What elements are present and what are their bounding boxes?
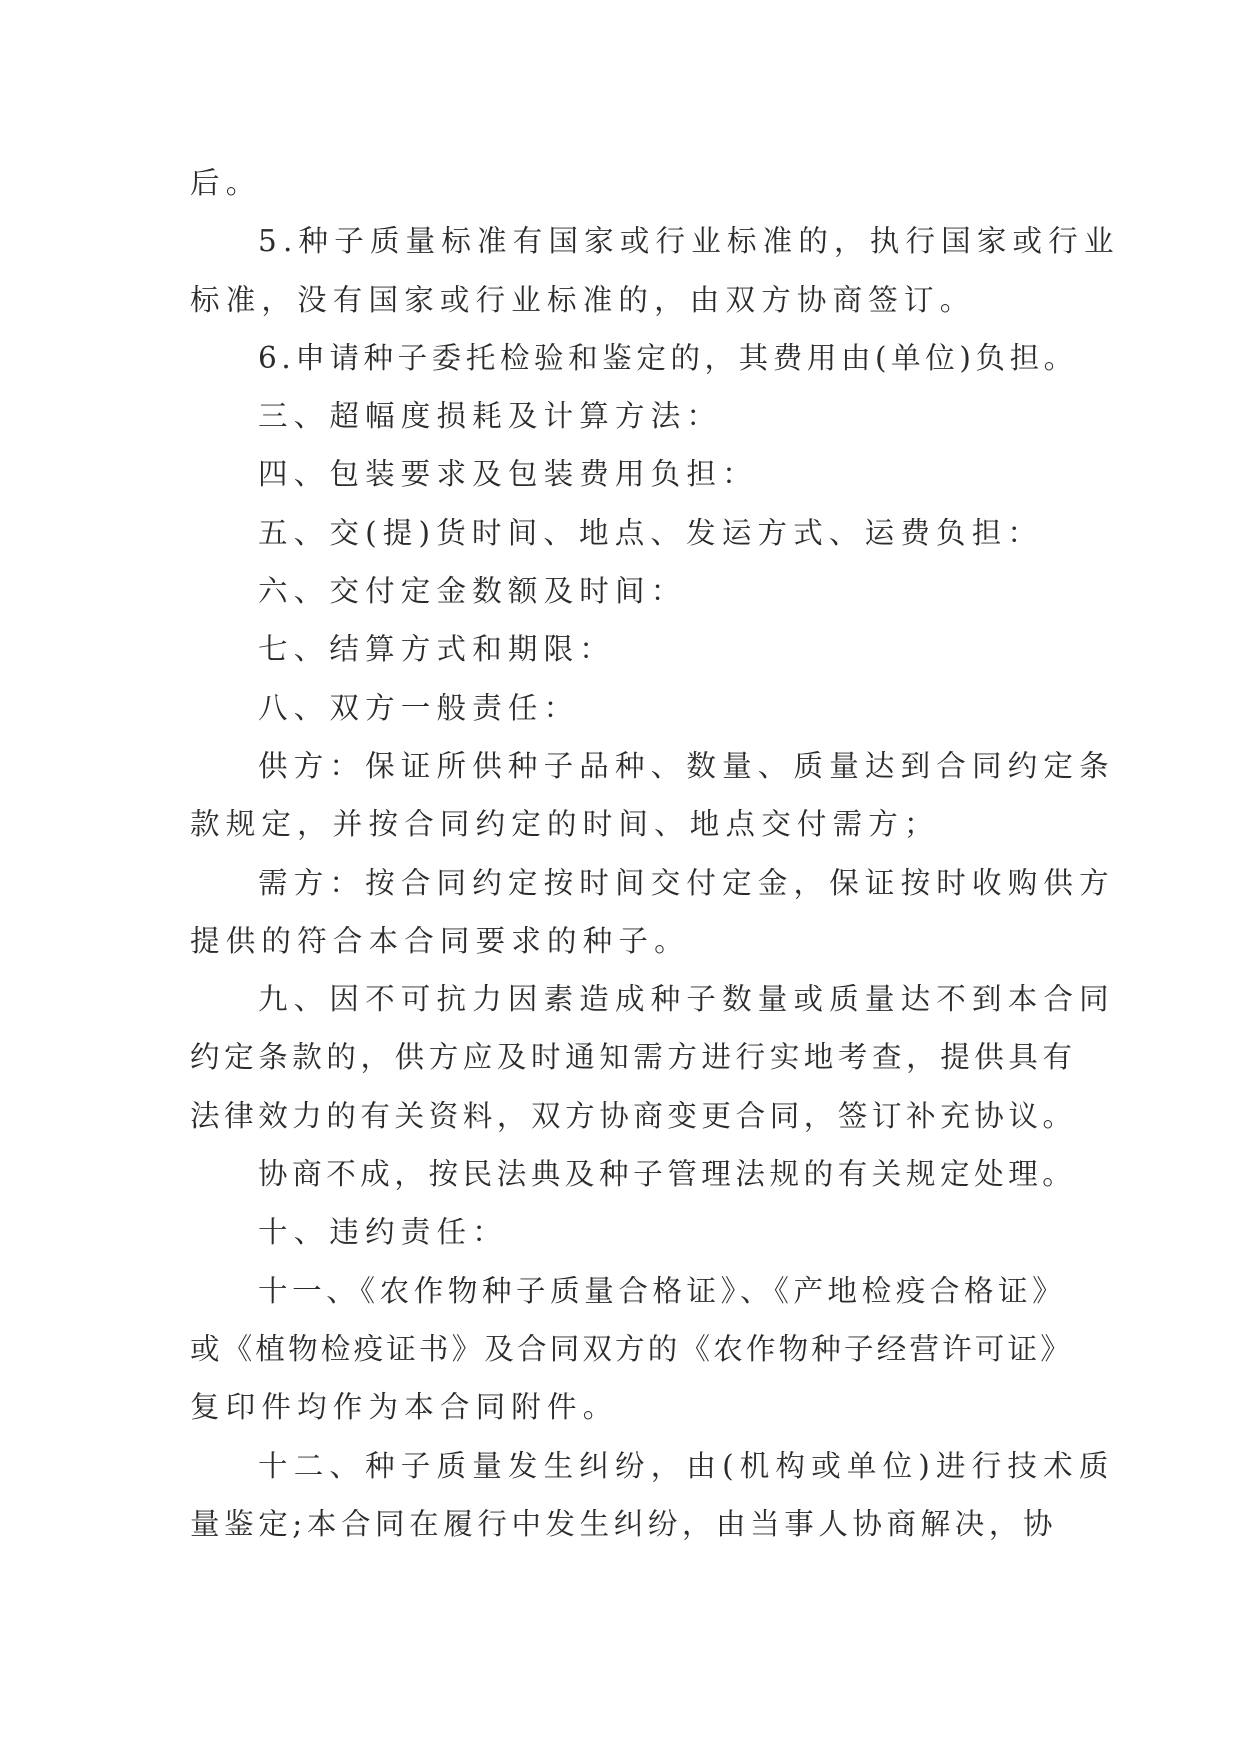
text-line: 四、包装要求及包装费用负担： — [258, 457, 758, 492]
text-line: 供方：保证所供种子品种、数量、质量达到合同约定条 — [258, 748, 1115, 783]
text-line: 提供的符合本合同要求的种子。 — [190, 923, 690, 958]
text-line: 款规定，并按合同约定的时间、地点交付需方； — [190, 807, 940, 842]
text-line: 后。 — [190, 166, 262, 200]
text-line: 协商不成，按民法典及种子管理法规的有关规定处理。 — [258, 1157, 1077, 1192]
text-line: 复印件均作为本合同附件。 — [190, 1390, 619, 1425]
text-line: 三、超幅度损耗及计算方法： — [258, 399, 723, 434]
text-line: 十二、种子质量发生纠纷，由(机构或单位)进行技术质 — [258, 1448, 1115, 1483]
text-line: 五、交(提)货时间、地点、发运方式、运费负担： — [258, 515, 1044, 550]
text-line: 法律效力的有关资料，双方协商变更合同，签订补充协议。 — [190, 1098, 1077, 1133]
text-line: 九、因不可抗力因素造成种子数量或质量达不到本合同 — [258, 982, 1115, 1017]
text-line: 需方：按合同约定按时间交付定金，保证按时收购供方 — [258, 865, 1115, 900]
text-line: 标准，没有国家或行业标准的，由双方协商签订。 — [190, 282, 976, 317]
text-line: 约定条款的，供方应及时通知需方进行实地考查，提供具有 — [190, 1040, 1077, 1075]
text-line: 或《植物检疫证书》及合同双方的《农作物种子经营许可证》 — [190, 1331, 1073, 1366]
text-line: 六、交付定金数额及时间： — [258, 574, 687, 609]
text-line: 十一、《农作物种子质量合格证》、《产地检疫合格证》 — [258, 1273, 1067, 1308]
text-line: 七、结算方式和期限： — [258, 632, 616, 667]
text-line: 八、双方一般责任： — [258, 690, 580, 725]
contract-text — [190, 154, 1120, 1553]
text-line: 量鉴定;本合同在履行中发生纠纷，由当事人协商解决，协 — [190, 1506, 1058, 1541]
text-line: 十、违约责任： — [258, 1215, 508, 1250]
text-line: 5.种子质量标准有国家或行业标准的，执行国家或行业 — [258, 224, 1120, 259]
text-line: 6.申请种子委托检验和鉴定的，其费用由(单位)负担。 — [258, 340, 1078, 375]
